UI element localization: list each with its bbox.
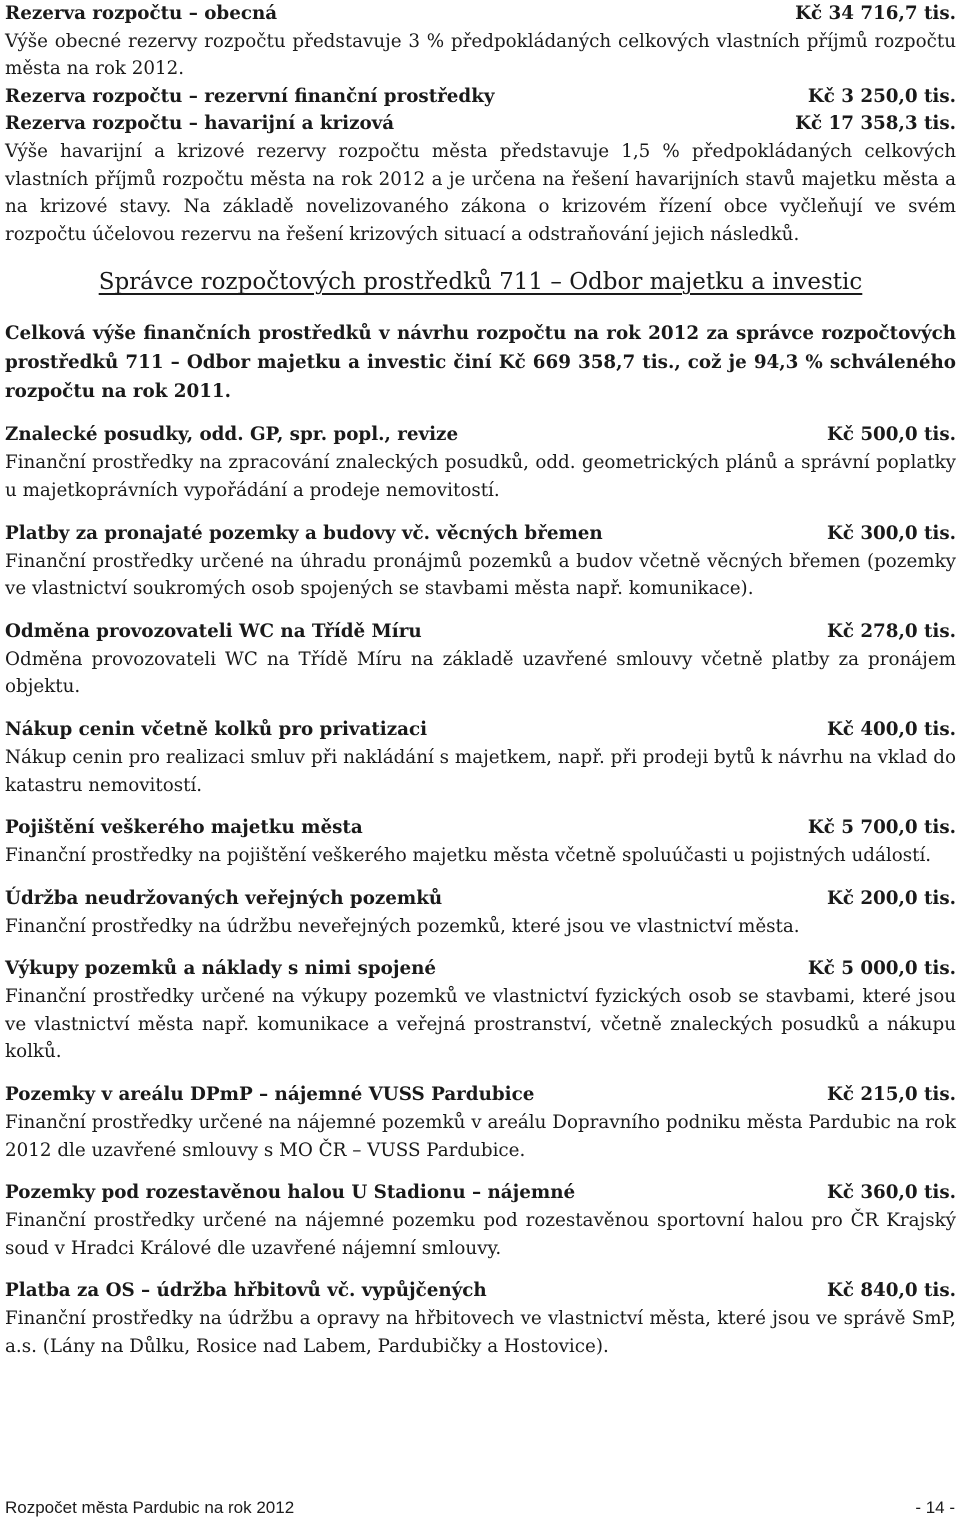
budget-item-header — [5, 885, 956, 913]
budget-item-header — [5, 716, 956, 744]
budget-item-amount: Kč 5 700,0 tis. — [807, 817, 956, 839]
budget-item-title: Odměna provozovateli WC na Třídě Míru — [5, 620, 422, 642]
reserve-emergency-desc: Výše havarijní a krizové rezervy rozpočtu města představuje 1,5 % předpokládaných celkových vlastních příjmů rozpočtu města na rok 2012 a je určena na řešení havarijních stavů majetku města a na krizové stavy. Na základě novelizovaného zákona o krizovém řízení obce vyčleňují ve svém rozpočtu účelovou rezervu na řešení krizových situací a odstraňování jejich následků. — [5, 140, 956, 245]
reserve-emergency-amount: Kč 17 358,3 tis. — [795, 113, 956, 135]
budget-item — [5, 1081, 956, 1164]
budget-item-amount: Kč 400,0 tis. — [826, 718, 956, 740]
reserve-emergency-header — [5, 110, 956, 138]
budget-item-amount: Kč 200,0 tis. — [826, 887, 956, 909]
budget-item-amount: Kč 500,0 tis. — [826, 424, 956, 446]
budget-item-title: Pozemky pod rozestavěnou halou U Stadionu – nájemné — [5, 1182, 576, 1204]
budget-item-title: Znalecké posudky, odd. GP, spr. popl., revize — [5, 424, 459, 446]
budget-item — [5, 520, 956, 603]
budget-item-header — [5, 618, 956, 646]
page-footer — [5, 1498, 955, 1518]
budget-item-header — [5, 1179, 956, 1207]
budget-item — [5, 885, 956, 941]
footer-title: Rozpočet města Pardubic na rok 2012 — [5, 1498, 295, 1517]
budget-item-desc: Finanční prostředky určené na nájemné pozemků v areálu Dopravního podniku města Pardubic na rok 2012 dle uzavřené smlouvy s MO ČR – VUSS Pardubice. — [5, 1112, 956, 1161]
budget-items-list — [5, 421, 956, 1360]
reserve-funds-header — [5, 83, 956, 111]
budget-item — [5, 955, 956, 1066]
budget-item-header — [5, 814, 956, 842]
budget-item-amount: Kč 5 000,0 tis. — [807, 958, 956, 980]
section-heading: Správce rozpočtových prostředků 711 – Odbor majetku a investic — [98, 269, 863, 296]
budget-item-desc: Odměna provozovateli WC na Třídě Míru na základě uzavřené smlouvy včetně platby za pronájem objektu. — [5, 648, 956, 698]
page-number: - 14 - — [915, 1498, 955, 1517]
section-intro: Celková výše finančních prostředků v návrhu rozpočtu na rok 2012 za správce rozpočtových prostředků 711 – Odbor majetku a investic činí Kč 669 358,7 tis., což je 94,3 % schváleného rozpočtu na rok 2011. — [5, 323, 956, 403]
budget-item-amount: Kč 278,0 tis. — [826, 620, 956, 642]
budget-item — [5, 618, 956, 701]
budget-item-header — [5, 1081, 956, 1109]
budget-item-title: Platba za OS – údržba hřbitovů vč. vypůjčených — [5, 1280, 487, 1302]
budget-item-title: Výkupy pozemků a náklady s nimi spojené — [5, 958, 437, 980]
budget-item-title: Údržba neudržovaných veřejných pozemků — [5, 887, 443, 909]
budget-item-desc: Finanční prostředky určené na nájemné pozemku pod rozestavěnou sportovní halou pro ČR Krajský soud v Hradci Králové dle uzavřené nájemní smlouvy. — [5, 1210, 956, 1259]
reserve-general-header — [5, 0, 956, 28]
budget-item-header — [5, 421, 956, 449]
budget-item — [5, 814, 956, 870]
reserve-funds-title: Rezerva rozpočtu – rezervní finanční prostředky — [5, 85, 495, 107]
budget-item-amount: Kč 300,0 tis. — [826, 522, 956, 544]
budget-item-header — [5, 1277, 956, 1305]
reserve-general-amount: Kč 34 716,7 tis. — [795, 3, 956, 24]
budget-item-amount: Kč 215,0 tis. — [826, 1084, 956, 1106]
budget-item-title: Pozemky v areálu DPmP – nájemné VUSS Pardubice — [5, 1084, 535, 1106]
budget-item-desc: Finanční prostředky na pojištění veškerého majetku města včetně spoluúčasti u pojistných událostí. — [5, 845, 932, 867]
document-page — [5, 0, 956, 1361]
budget-item-title: Platby za pronajaté pozemky a budovy vč. věcných břemen — [5, 522, 603, 544]
reserve-general-title: Rezerva rozpočtu – obecná — [5, 3, 278, 24]
budget-item-desc: Nákup cenin pro realizaci smluv při nakládání s majetkem, např. při prodeji bytů k návrhu na vklad do katastru nemovitostí. — [5, 746, 956, 796]
budget-item-amount: Kč 840,0 tis. — [826, 1280, 956, 1302]
budget-item-header — [5, 955, 956, 983]
budget-item — [5, 1179, 956, 1262]
budget-item-title: Nákup cenin včetně kolků pro privatizaci — [5, 718, 428, 740]
budget-item-desc: Finanční prostředky na údržbu neveřejných pozemků, které jsou ve vlastnictví města. — [5, 915, 800, 937]
budget-item-desc: Finanční prostředky určené na výkupy pozemků ve vlastnictví fyzických osob se stavbami, které jsou ve vlastnictví města např. komunikace a veřejná prostranství, včetně znaleckých posudků a nákupu kolků. — [5, 986, 956, 1063]
reserve-funds-amount: Kč 3 250,0 tis. — [807, 85, 956, 107]
budget-item-desc: Finanční prostředky určené na úhradu pronájmů pozemků a budov včetně věcných břemen (pozemky ve vlastnictví soukromých osob spojených se stavbami města např. komunikace). — [5, 550, 956, 600]
budget-item-amount: Kč 360,0 tis. — [826, 1182, 956, 1204]
budget-item-desc: Finanční prostředky na údržbu a opravy na hřbitovech ve vlastnictví města, které jsou ve správě SmP, a.s. (Lány na Důlku, Rosice nad Labem, Pardubičky a Hostovice). — [5, 1308, 956, 1358]
reserve-emergency-title: Rezerva rozpočtu – havarijní a krizová — [5, 113, 395, 135]
budget-item-header — [5, 520, 956, 548]
budget-item-desc: Finanční prostředky na zpracování znaleckých posudků, odd. geometrických plánů a správní poplatky u majetkoprávních vypořádání a prodeje nemovitostí. — [5, 452, 956, 501]
budget-item — [5, 716, 956, 799]
budget-item-title: Pojištění veškerého majetku města — [5, 817, 363, 839]
reserve-general-desc: Výše obecné rezervy rozpočtu představuje 3 % předpokládaných celkových vlastních příjmů rozpočtu města na rok 2012. — [5, 30, 956, 80]
budget-item — [5, 1277, 956, 1360]
budget-item — [5, 421, 956, 504]
